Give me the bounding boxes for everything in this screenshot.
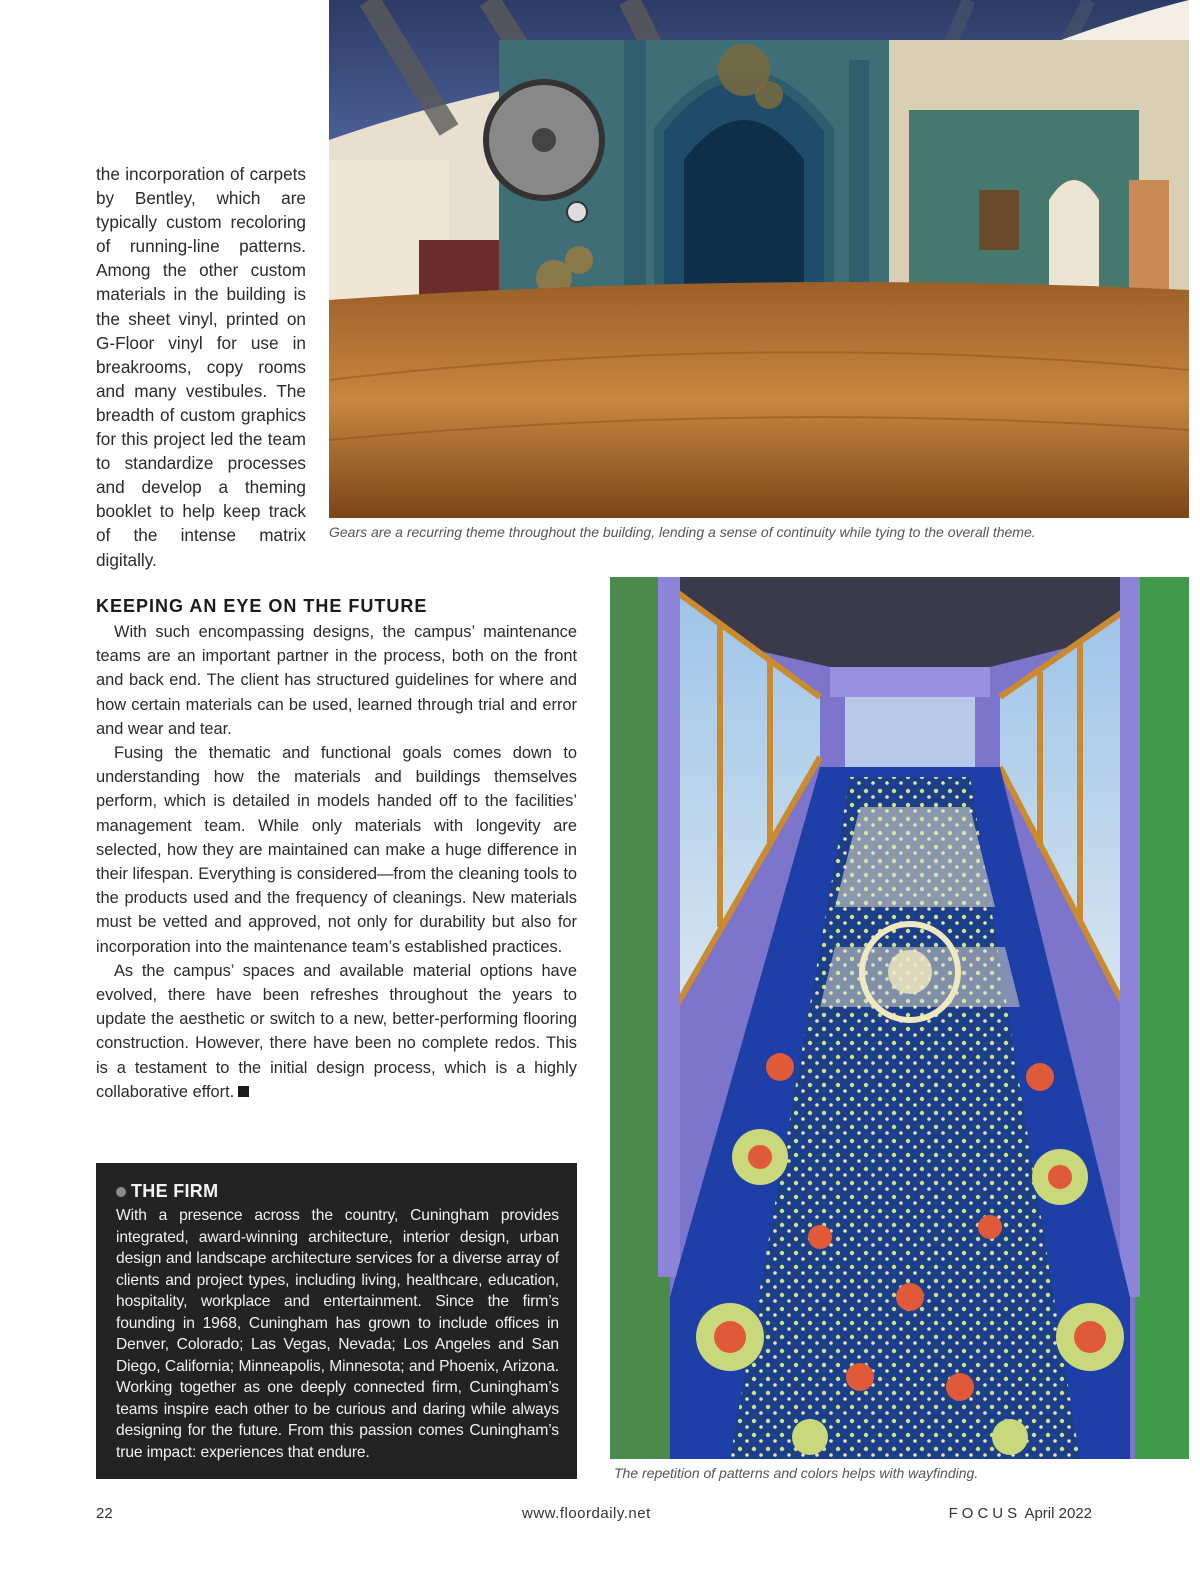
article-paragraph-text: As the campus’ spaces and available material options have evolved, there have been refreshes throughout the years to update the aesthetic or switch to a new, better-performing flooring construction. However, there have been no complete redos. This is a testament to the initial design process, which is a highly collaborative effort. (96, 961, 577, 1101)
article-paragraph (96, 959, 577, 1104)
skybridge-carpet-illustration (610, 577, 1189, 1459)
article-paragraph: Fusing the thematic and functional goals comes down to understanding how the materials and buildings themselves perform, which is detailed in models handed off to the facilities’ management team. While only materials with longevity are selected, how they are maintained can make a huge difference in their lifespan. Everything is considered—from the cleaning tools to the products used and the frequency of cleanings. New materials must be vetted and approved, not only for durability but also for incorporation into the maintenance team’s established practices. (96, 744, 577, 956)
article-body (96, 620, 577, 1104)
bullet-icon (116, 1187, 126, 1197)
page-number: 22 (96, 1505, 113, 1522)
skybridge-carpet-photo (610, 577, 1189, 1459)
bottom-photo-caption: The repetition of patterns and colors helps with wayfinding. (614, 1465, 979, 1481)
firm-description: With a presence across the country, Cuningham provides integrated, award-winning architecture, interior design, urban design and landscape architecture services for a diverse array of clients and project types, including living, healthcare, education, hospitality, workplace and entertainment. Since the firm’s founding in 1968, Cuningham has grown to include offices in Denver, Colorado; Las Vegas, Nevada; Los Angeles and San Diego, California; Minneapolis, Minnesota; and Phoenix, Arizona. Working together as one deeply connected firm, Cuningham’s teams inspire each other to be curious and daring while always designing for the future. From this passion comes Cuningham’s true impact: experiences that endure. (116, 1207, 559, 1461)
magazine-name: FOCUS (948, 1505, 1022, 1522)
firm-title-row (116, 1181, 559, 1202)
hallway-gears-illustration (329, 0, 1189, 518)
firm-title: THE FIRM (131, 1181, 219, 1201)
article-paragraph: With such encompassing designs, the campus’ maintenance teams are an important partner in the process, both on the front and back end. The client has structured guidelines for where and how certain materials can be used, learned through trial and error and wear and tear. (96, 623, 577, 738)
issue-date: April 2022 (1024, 1505, 1092, 1522)
end-of-article-mark (238, 1086, 249, 1097)
hallway-gears-photo (329, 0, 1189, 518)
footer-issue (930, 1505, 1092, 1522)
firm-sidebar-box (96, 1163, 577, 1479)
footer-url[interactable]: www.floordaily.net (522, 1505, 651, 1522)
intro-text: the incorporation of carpets by Bentley, which are typically custom recoloring of running-line patterns. Among the other custom materials in the building is the sheet vinyl, printed on G-Floor vinyl for use in breakrooms, copy rooms and many vestibules. The breadth of custom graphics for this project led the team to standardize processes and develop a theming booklet to help keep track of the intense matrix digitally. (96, 164, 306, 570)
section-heading: KEEPING AN EYE ON THE FUTURE (96, 596, 428, 616)
top-photo-caption: Gears are a recurring theme throughout the building, lending a sense of continuity while tying to the overall theme. (329, 524, 1036, 540)
